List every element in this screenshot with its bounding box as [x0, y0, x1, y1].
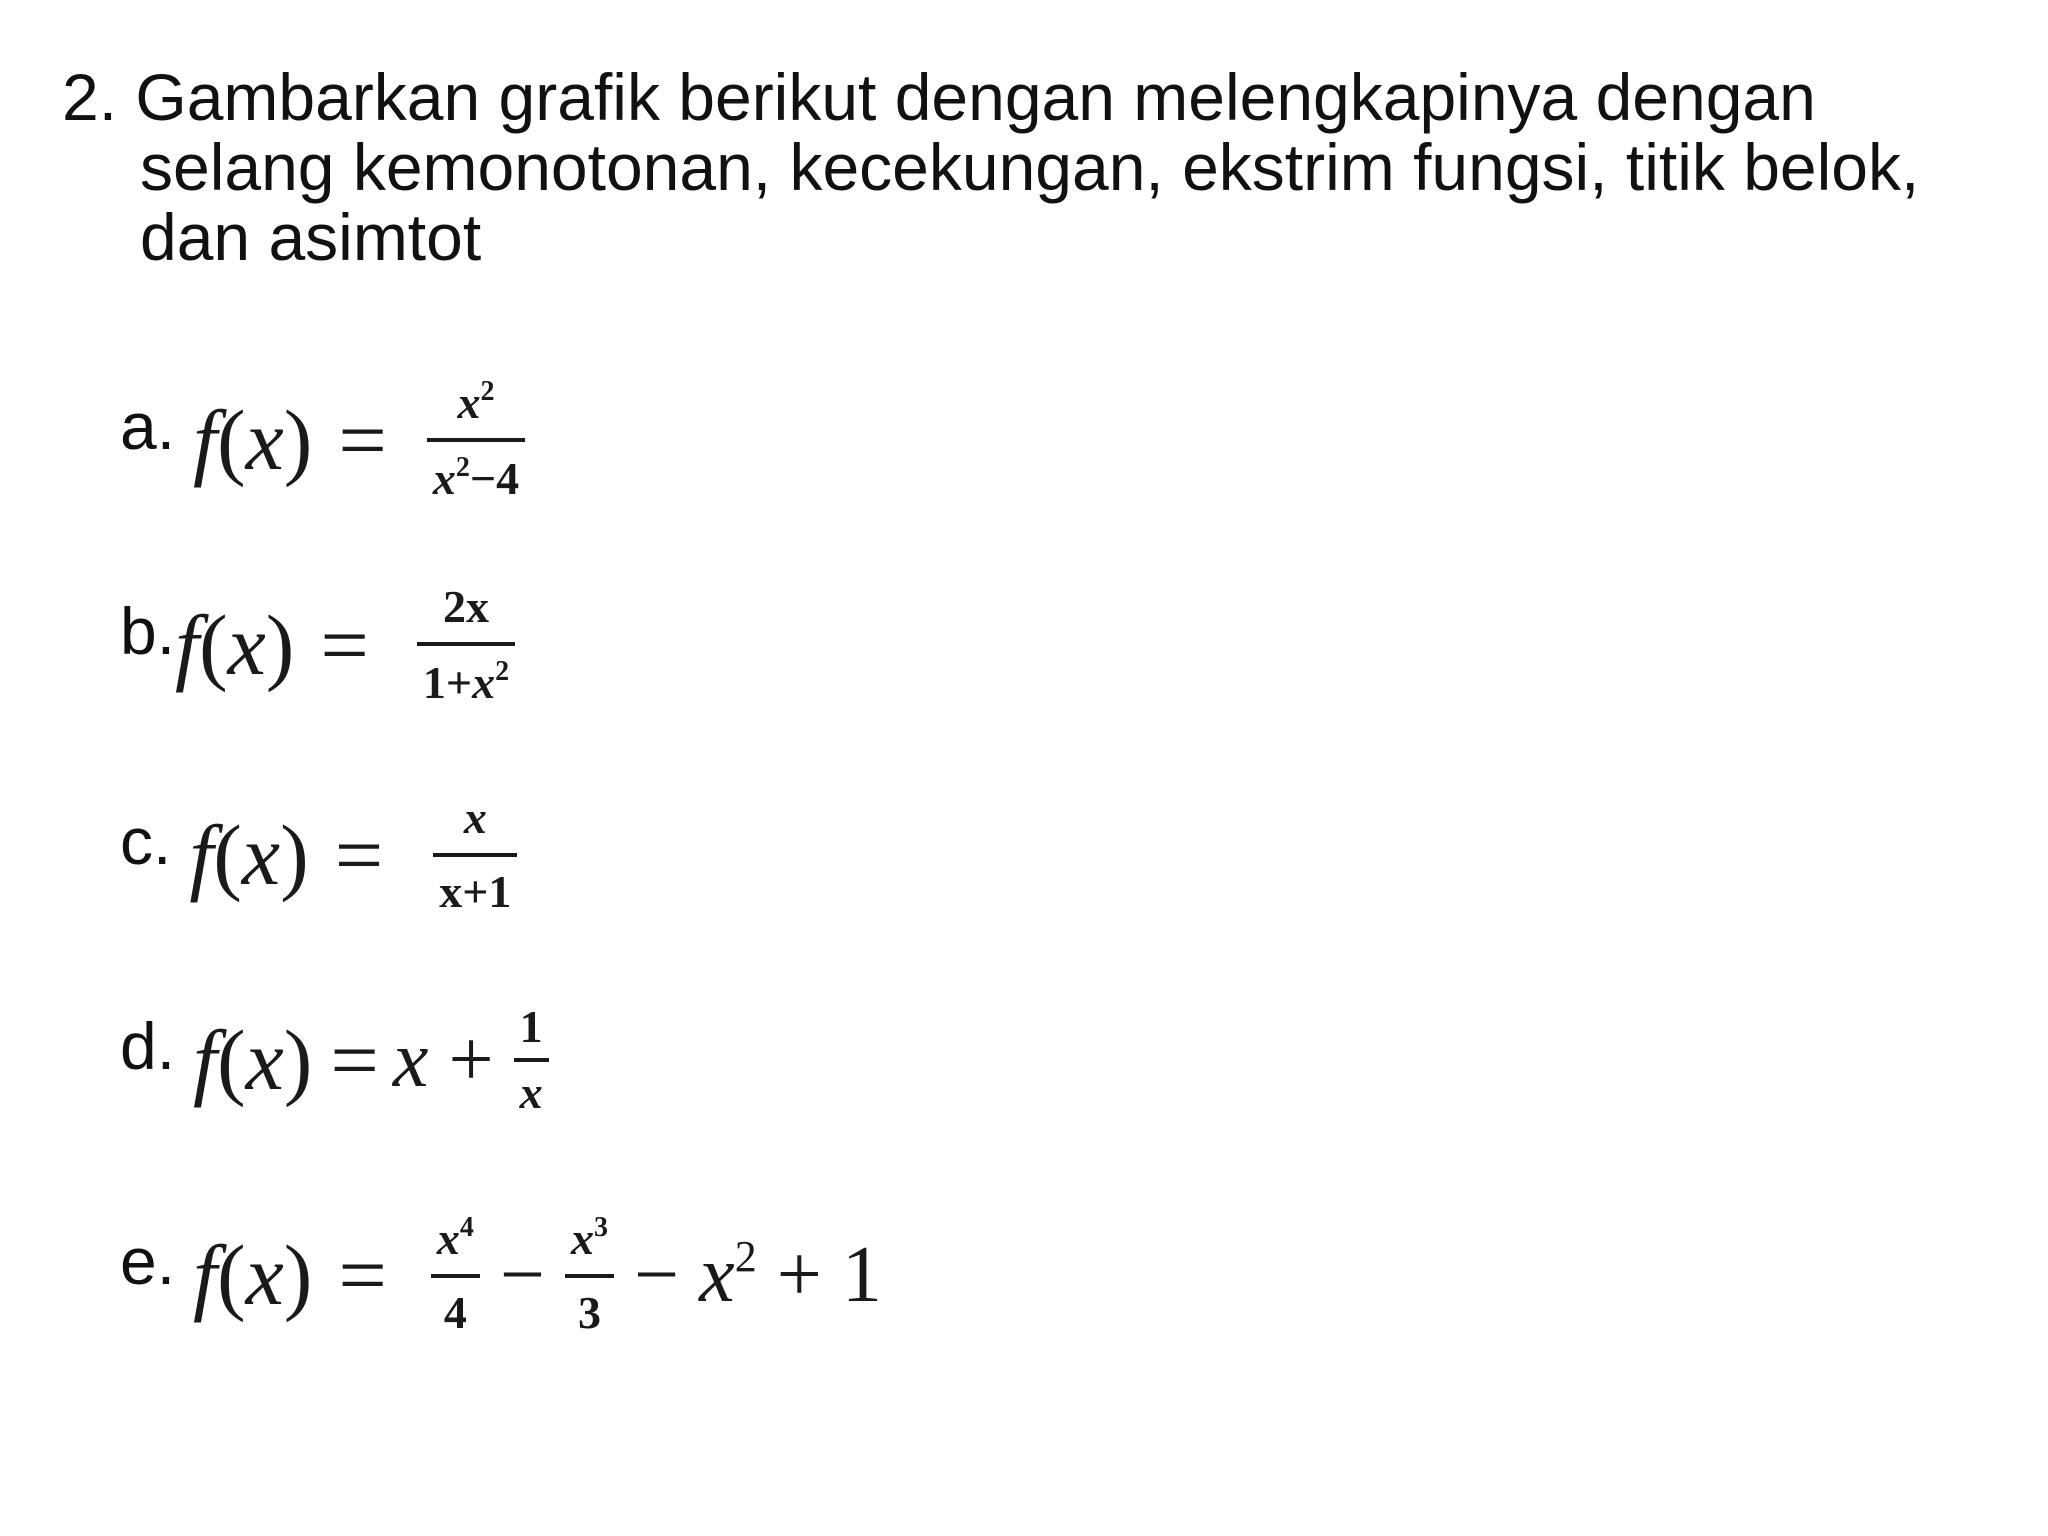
fraction-e1 — [431, 1214, 480, 1336]
numerator: 1 — [519, 1001, 543, 1052]
formula-d: f ( x ) = x + $\frac{1}{x}$ — [193, 1004, 549, 1116]
fraction-bar — [565, 1274, 614, 1278]
fraction-bar — [514, 1058, 549, 1062]
item-e — [120, 1195, 882, 1355]
numerator: $x^3$ — [571, 1212, 609, 1264]
item-d — [120, 980, 549, 1140]
item-e-label: e. — [120, 1224, 176, 1298]
item-a — [120, 360, 525, 520]
fraction-bar — [433, 853, 517, 857]
formula-b: f ( x ) = $\frac{2x}{1+x^2}$ — [175, 584, 515, 706]
fraction-bar — [427, 438, 525, 442]
fraction-c — [433, 792, 517, 917]
fraction-e2 — [565, 1214, 614, 1336]
problem-text-1: Gambarkan grafik berikut dengan melengkapinya dengan — [135, 60, 1816, 134]
item-b — [120, 565, 515, 725]
fraction-bar — [431, 1274, 480, 1278]
problem-line-2: selang kemonotonan, kecekungan, ekstrim fungsi, titik belok, — [140, 130, 1920, 204]
function-name: f — [193, 392, 217, 488]
problem-statement — [62, 62, 2002, 272]
denominator: x — [519, 1067, 543, 1118]
denominator: x+1 — [439, 866, 512, 917]
problem-number: 2. — [62, 60, 118, 134]
problem-line-1 — [62, 62, 2002, 132]
formula-e: f ( x ) = $\frac{x^4}{4}$ − $\frac{x^3}{3}$ − $x^2$ + 1 — [193, 1212, 882, 1338]
item-d-label: d. — [120, 1009, 176, 1083]
item-a-label: a. — [120, 389, 176, 463]
fraction-a — [427, 378, 525, 502]
fraction-d — [514, 1001, 549, 1118]
item-b-label: b. — [120, 594, 176, 668]
numerator: 2x — [443, 581, 490, 632]
item-c — [120, 775, 517, 935]
fraction-b — [417, 581, 515, 708]
formula-a: f ( x ) = $\frac{x^2}{x^2-4}$ — [193, 378, 525, 502]
denominator: $1+x^2$ — [422, 656, 510, 708]
numerator: $x^2$ — [457, 376, 495, 428]
denominator: 4 — [443, 1287, 467, 1338]
formula-c: f ( x ) = $\frac{x}{x+1}$ — [189, 795, 517, 915]
fraction-bar — [417, 642, 515, 646]
numerator: x — [463, 792, 487, 843]
denominator: $x^2-4$ — [432, 452, 520, 504]
item-c-label: c. — [120, 804, 172, 878]
equals-sign: = — [338, 392, 387, 488]
denominator: 3 — [578, 1287, 602, 1338]
numerator: $x^4$ — [436, 1212, 474, 1264]
problem-line-3: dan asimtot — [140, 200, 482, 274]
